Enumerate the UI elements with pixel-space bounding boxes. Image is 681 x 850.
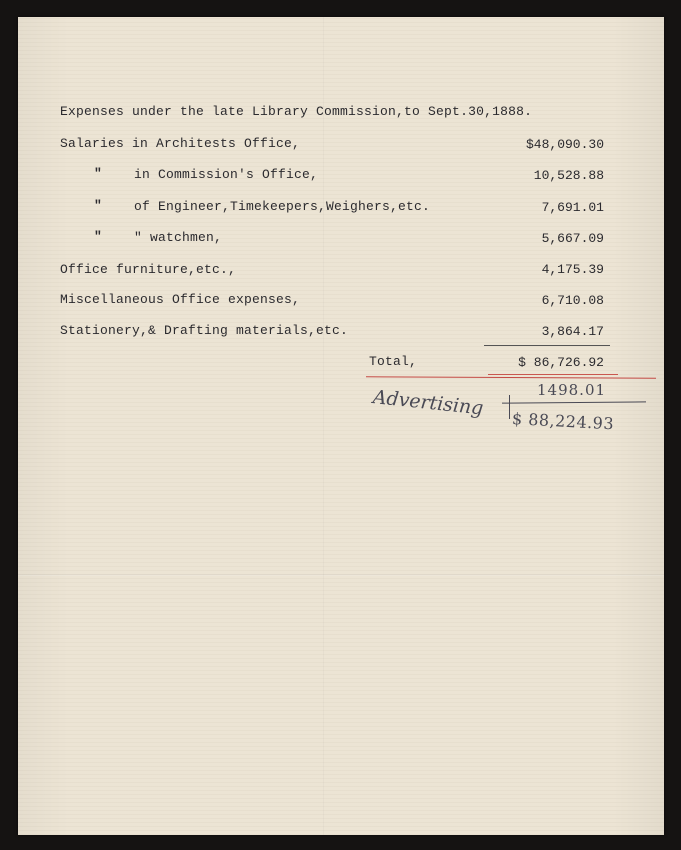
row-amount: 4,175.39 [541,262,604,277]
handwritten-rule [502,401,646,403]
row-label: Office furniture,etc., [60,262,237,277]
handwritten-stroke [509,395,510,419]
ditto-mark: " [94,229,103,244]
row-label: Miscellaneous Office expenses, [60,292,301,307]
ditto-mark: " [94,198,103,213]
row-label: of Engineer,Timekeepers,Weighers,etc. [134,199,431,214]
paper-fold-vertical [323,17,324,835]
row-label: in Commission's Office, [134,167,319,182]
ditto-mark: " [94,166,103,181]
row-amount: 10,528.88 [533,168,604,183]
row-amount: 3,864.17 [541,324,604,339]
paper-fold-horizontal [18,574,664,576]
row-amount: $48,090.30 [525,137,604,152]
total-amount: $ 86,726.92 [518,355,604,370]
handwritten-amount: 1498.01 [537,381,607,399]
row-label: " watchmen, [134,230,223,245]
row-label: Stationery,& Drafting materials,etc. [60,323,349,338]
document-heading: Expenses under the late Library Commission,to Sept.30,1888. [60,104,533,119]
handwritten-grand-total: $ 88,224.93 [511,409,615,434]
row-label: Salaries in Architests Office, [60,136,301,151]
row-amount: 7,691.01 [541,200,604,215]
row-amount: 5,667.09 [541,231,604,246]
sum-rule [484,345,610,346]
row-amount: 6,710.08 [541,293,604,308]
red-ink-line [488,374,618,375]
document-page [18,17,664,835]
red-ink-line [366,376,656,379]
total-label: Total, [369,354,418,369]
handwritten-label: Advertising [371,386,485,420]
